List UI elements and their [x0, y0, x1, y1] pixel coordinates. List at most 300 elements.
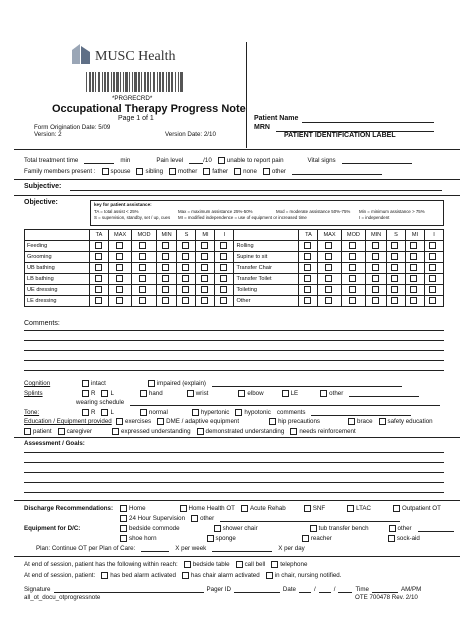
key-title: key for patient assistance:: [94, 202, 152, 207]
education-option: demonstrated understanding: [205, 428, 285, 435]
family-checkbox[interactable]: [102, 168, 109, 175]
adl-column-header: MIN: [366, 230, 387, 241]
cognition-option: impaired (explain): [156, 380, 206, 387]
adl-cell: [156, 263, 177, 274]
education-checkbox[interactable]: [116, 418, 123, 425]
family-checkbox[interactable]: [263, 168, 270, 175]
splint-option: L: [110, 390, 114, 397]
adl-cell: [90, 252, 109, 263]
comment-line[interactable]: [24, 340, 444, 341]
adl-checkbox[interactable]: [429, 286, 436, 293]
adl-row-label: Other: [234, 296, 299, 307]
adl-cell: [90, 241, 109, 252]
adl-checkbox[interactable]: [410, 297, 417, 304]
family-checkbox[interactable]: [169, 168, 176, 175]
adl-checkbox[interactable]: [372, 275, 379, 282]
adl-checkbox[interactable]: [139, 286, 146, 293]
adl-cell: [196, 296, 215, 307]
adl-checkbox[interactable]: [304, 275, 311, 282]
plan-per-week-field[interactable]: [141, 545, 169, 552]
adl-checkbox[interactable]: [304, 242, 311, 249]
discharge-checkbox[interactable]: [180, 505, 187, 512]
discharge-checkbox[interactable]: [304, 505, 311, 512]
adl-checkbox[interactable]: [182, 275, 189, 282]
adl-cell: [405, 263, 424, 274]
adl-checkbox[interactable]: [429, 275, 436, 282]
adl-checkbox[interactable]: [429, 253, 436, 260]
adl-cell: [318, 252, 341, 263]
brand-name: MUSC Health: [95, 49, 176, 64]
adl-checkbox[interactable]: [220, 275, 227, 282]
form-title: Occupational Therapy Progress Note: [52, 103, 246, 115]
adl-column-header: S: [386, 230, 405, 241]
adl-checkbox[interactable]: [162, 275, 169, 282]
vital-signs-field[interactable]: [342, 157, 412, 164]
adl-checkbox[interactable]: [391, 275, 398, 282]
discharge-checkbox[interactable]: [120, 515, 127, 522]
adl-row-label: LE dressing: [25, 296, 90, 307]
reach-checkbox[interactable]: [236, 561, 243, 568]
adl-cell: [177, 285, 196, 296]
adl-checkbox[interactable]: [201, 242, 208, 249]
education-checkbox[interactable]: [348, 418, 355, 425]
adl-cell: [299, 296, 318, 307]
discharge-option: Acute Rehab: [249, 505, 286, 512]
adl-cell: [424, 274, 443, 285]
adl-cell: [424, 296, 443, 307]
adl-cell: [318, 241, 341, 252]
per-week-label: X per week: [175, 545, 207, 552]
adl-checkbox[interactable]: [429, 264, 436, 271]
tone-checkbox[interactable]: [140, 409, 147, 416]
adl-column-header: TA: [90, 230, 109, 241]
education-checkbox[interactable]: [58, 428, 65, 435]
adl-cell: [215, 296, 234, 307]
discharge-label: Discharge Recommendations:: [24, 505, 114, 512]
adl-checkbox[interactable]: [116, 264, 123, 271]
adl-checkbox[interactable]: [182, 297, 189, 304]
family-label: Family members present :: [24, 168, 96, 175]
adl-checkbox[interactable]: [95, 297, 102, 304]
discharge-option: other: [200, 515, 215, 522]
education-checkbox[interactable]: [24, 428, 31, 435]
plan-per-day-field[interactable]: [212, 545, 272, 552]
adl-checkbox[interactable]: [95, 253, 102, 260]
adl-cell: [424, 241, 443, 252]
family-option: mother: [178, 168, 198, 175]
adl-checkbox[interactable]: [220, 264, 227, 271]
adl-checkbox[interactable]: [139, 253, 146, 260]
end-session-row-1: [24, 561, 307, 568]
pager-field[interactable]: [234, 586, 280, 593]
assessment-line[interactable]: [24, 492, 444, 493]
date-day-field[interactable]: [319, 586, 331, 593]
comment-line[interactable]: [24, 330, 444, 331]
adl-row: [25, 252, 444, 263]
tone-comments-label: comments: [276, 409, 306, 416]
family-option: father: [212, 168, 229, 175]
cognition-row: [24, 380, 402, 387]
education-checkbox[interactable]: [290, 428, 297, 435]
total-treatment-label: Total treatment time: [24, 157, 79, 164]
adl-checkbox[interactable]: [410, 242, 417, 249]
adl-cell: [215, 263, 234, 274]
signature-label: Signature: [24, 586, 51, 593]
alarm-option: has chair alarm activated: [190, 572, 260, 579]
splint-checkbox[interactable]: [82, 390, 89, 397]
adl-checkbox[interactable]: [182, 253, 189, 260]
adl-checkbox[interactable]: [325, 253, 332, 260]
adl-cell: [366, 252, 387, 263]
splint-checkbox[interactable]: [101, 390, 108, 397]
adl-column-header: S: [177, 230, 196, 241]
alarm-checkbox[interactable]: [182, 572, 189, 579]
adl-checkbox[interactable]: [391, 297, 398, 304]
education-checkbox[interactable]: [379, 418, 386, 425]
vital-signs-label: Vital signs: [307, 157, 336, 164]
adl-checkbox[interactable]: [349, 286, 356, 293]
cognition-checkbox[interactable]: [82, 380, 89, 387]
equipment-checkbox[interactable]: [302, 535, 309, 542]
adl-cell: [386, 252, 405, 263]
adl-checkbox[interactable]: [116, 286, 123, 293]
adl-checkbox[interactable]: [304, 297, 311, 304]
tone-checkbox[interactable]: [101, 409, 108, 416]
adl-cell: [196, 274, 215, 285]
adl-checkbox[interactable]: [349, 275, 356, 282]
adl-checkbox[interactable]: [162, 253, 169, 260]
alarm-checkbox[interactable]: [101, 572, 108, 579]
date-month-field[interactable]: [299, 586, 311, 593]
adl-checkbox[interactable]: [116, 242, 123, 249]
education-option: DME / adaptive equipment: [166, 418, 240, 425]
tone-checkbox[interactable]: [82, 409, 89, 416]
assessment-line[interactable]: [24, 472, 444, 473]
adl-header-blank: [234, 230, 299, 241]
musc-logo: [70, 42, 92, 71]
adl-checkbox[interactable]: [304, 253, 311, 260]
adl-checkbox[interactable]: [349, 264, 356, 271]
adl-cell: [341, 252, 366, 263]
adl-cell: [109, 241, 132, 252]
splint-option: wrist: [195, 390, 209, 397]
tone-comments-field[interactable]: [311, 409, 411, 416]
education-checkbox[interactable]: [112, 428, 119, 435]
family-checkbox[interactable]: [136, 168, 143, 175]
splint-checkbox[interactable]: [282, 390, 289, 397]
assessment-line[interactable]: [24, 462, 444, 463]
education-option: hip precautions: [278, 418, 321, 425]
adl-checkbox[interactable]: [116, 253, 123, 260]
adl-cell: [196, 285, 215, 296]
tone-option: normal: [148, 409, 168, 416]
adl-checkbox[interactable]: [220, 253, 227, 260]
assessment-line[interactable]: [24, 452, 444, 453]
key-s: S = supervision, standby, set / up, cues: [94, 215, 171, 220]
time-field[interactable]: [372, 586, 398, 593]
key-i: I = independent: [359, 215, 390, 220]
discharge-checkbox[interactable]: [347, 505, 354, 512]
adl-cell: [386, 296, 405, 307]
adl-checkbox[interactable]: [325, 297, 332, 304]
splint-checkbox[interactable]: [187, 390, 194, 397]
adl-row-label: UE dressing: [25, 285, 90, 296]
equipment-other-field[interactable]: [418, 525, 454, 532]
discharge-checkbox[interactable]: [191, 515, 198, 522]
adl-cell: [90, 274, 109, 285]
adl-checkbox[interactable]: [116, 297, 123, 304]
adl-checkbox[interactable]: [429, 297, 436, 304]
adl-checkbox[interactable]: [325, 242, 332, 249]
adl-checkbox[interactable]: [325, 264, 332, 271]
family-option: none: [243, 168, 257, 175]
adl-cell: [386, 263, 405, 274]
cognition-checkbox[interactable]: [148, 380, 155, 387]
adl-checkbox[interactable]: [162, 242, 169, 249]
assistance-key: [90, 200, 444, 226]
adl-checkbox[interactable]: [410, 264, 417, 271]
adl-checkbox[interactable]: [325, 275, 332, 282]
time-label: Time: [355, 586, 369, 593]
key-min: Min = minimum assistance > 75%: [359, 209, 425, 214]
education-option: caregiver: [66, 428, 93, 435]
discharge-checkbox[interactable]: [120, 505, 127, 512]
end-session-patient-label: At end of session, patient:: [24, 572, 96, 579]
comment-line[interactable]: [24, 360, 444, 361]
adl-cell: [196, 252, 215, 263]
adl-checkbox[interactable]: [201, 253, 208, 260]
alarm-checkbox[interactable]: [266, 572, 273, 579]
adl-checkbox[interactable]: [162, 297, 169, 304]
adl-checkbox[interactable]: [429, 242, 436, 249]
education-checkbox[interactable]: [157, 418, 164, 425]
adl-cell: [341, 285, 366, 296]
adl-checkbox[interactable]: [182, 286, 189, 293]
adl-checkbox[interactable]: [201, 275, 208, 282]
adl-checkbox[interactable]: [139, 297, 146, 304]
adl-checkbox[interactable]: [349, 242, 356, 249]
adl-checkbox[interactable]: [372, 253, 379, 260]
adl-cell: [405, 274, 424, 285]
adl-cell: [109, 296, 132, 307]
adl-checkbox[interactable]: [95, 242, 102, 249]
adl-checkbox[interactable]: [372, 264, 379, 271]
signature-field[interactable]: [54, 586, 204, 593]
adl-cell: [132, 263, 157, 274]
adl-cell: [177, 241, 196, 252]
patient-name-field[interactable]: [302, 122, 434, 123]
adl-cell: [196, 263, 215, 274]
pain-level-field[interactable]: [189, 157, 203, 164]
adl-checkbox[interactable]: [349, 297, 356, 304]
adl-checkbox[interactable]: [182, 264, 189, 271]
adl-cell: [424, 263, 443, 274]
subjective-field[interactable]: [70, 190, 442, 191]
unable-pain-checkbox[interactable]: [218, 157, 225, 164]
equipment-checkbox[interactable]: [207, 535, 214, 542]
adl-row-label: Transfer Chair: [234, 263, 299, 274]
reach-option: call bell: [244, 561, 266, 568]
discharge-checkbox[interactable]: [393, 505, 400, 512]
form-number: OTE 700478 Rev. 2/10: [355, 594, 418, 601]
adl-checkbox[interactable]: [139, 264, 146, 271]
family-checkbox[interactable]: [203, 168, 210, 175]
adl-cell: [90, 296, 109, 307]
tone-checkbox[interactable]: [192, 409, 199, 416]
tone-option: hypertonic: [200, 409, 230, 416]
adl-checkbox[interactable]: [391, 242, 398, 249]
adl-row-label: Feeding: [25, 241, 90, 252]
education-option: expressed understanding: [121, 428, 191, 435]
reach-option: bedside table: [192, 561, 230, 568]
equipment-checkbox[interactable]: [120, 535, 127, 542]
adl-checkbox[interactable]: [139, 242, 146, 249]
assessment-line[interactable]: [24, 482, 444, 483]
adl-cell: [366, 274, 387, 285]
adl-checkbox[interactable]: [95, 275, 102, 282]
adl-cell: [156, 241, 177, 252]
education-row-2: [24, 428, 356, 435]
equipment-checkbox[interactable]: [214, 525, 221, 532]
equipment-option: shoe horn: [129, 535, 157, 542]
splint-option: hand: [148, 390, 163, 397]
date-slash: /: [314, 586, 316, 593]
adl-cell: [299, 241, 318, 252]
adl-column-header: TA: [299, 230, 318, 241]
adl-checkbox[interactable]: [95, 264, 102, 271]
adl-checkbox[interactable]: [372, 297, 379, 304]
reach-checkbox[interactable]: [184, 561, 191, 568]
education-row-1: [24, 418, 433, 425]
adl-cell: [90, 285, 109, 296]
discharge-other-field[interactable]: [220, 515, 400, 522]
patient-id-label: PATIENT IDENTIFICATION LABEL: [284, 132, 396, 139]
adl-cell: [318, 296, 341, 307]
splint-checkbox[interactable]: [320, 390, 327, 397]
adl-header-row: [25, 230, 444, 241]
adl-row-label: UB bathing: [25, 263, 90, 274]
adl-checkbox[interactable]: [391, 286, 398, 293]
origination-date: Form Origination Date: 5/09: [34, 124, 111, 131]
education-option: exercises: [125, 418, 152, 425]
equipment-option: bedside commode: [129, 525, 180, 532]
adl-cell: [424, 285, 443, 296]
comment-line[interactable]: [24, 350, 444, 351]
unable-pain-label: unable to report pain: [226, 157, 284, 164]
splints-label: Splints: [24, 390, 43, 397]
tone-option: L: [110, 409, 114, 416]
adl-checkbox[interactable]: [304, 286, 311, 293]
adl-checkbox[interactable]: [201, 297, 208, 304]
family-other-field[interactable]: [292, 168, 382, 175]
equipment-row-1: [24, 525, 454, 532]
adl-checkbox[interactable]: [304, 264, 311, 271]
equipment-checkbox[interactable]: [310, 525, 317, 532]
adl-row-label: LB bathing: [25, 274, 90, 285]
equipment-option: shower chair: [222, 525, 258, 532]
adl-cell: [366, 296, 387, 307]
adl-column-header: MI: [196, 230, 215, 241]
adl-checkbox[interactable]: [220, 242, 227, 249]
education-checkbox[interactable]: [269, 418, 276, 425]
adl-checkbox[interactable]: [349, 253, 356, 260]
adl-row-label: Grooming: [25, 252, 90, 263]
adl-checkbox[interactable]: [372, 242, 379, 249]
family-checkbox[interactable]: [234, 168, 241, 175]
musc-logo-mark-icon: [70, 42, 92, 66]
adl-cell: [341, 274, 366, 285]
date-year-field[interactable]: [338, 586, 352, 593]
adl-cell: [156, 296, 177, 307]
adl-checkbox[interactable]: [410, 253, 417, 260]
splint-other-field[interactable]: [349, 390, 419, 397]
adl-checkbox[interactable]: [220, 286, 227, 293]
plan-row: [36, 545, 305, 552]
adl-cell: [196, 241, 215, 252]
cognition-explain-field[interactable]: [212, 380, 402, 387]
adl-checkbox[interactable]: [325, 286, 332, 293]
adl-checkbox[interactable]: [410, 286, 417, 293]
adl-checkbox[interactable]: [95, 286, 102, 293]
adl-checkbox[interactable]: [201, 264, 208, 271]
adl-checkbox[interactable]: [391, 264, 398, 271]
treatment-row: [24, 157, 412, 164]
adl-column-header: MIN: [156, 230, 177, 241]
splint-checkbox[interactable]: [140, 390, 147, 397]
date-slash: /: [333, 586, 336, 593]
adl-checkbox[interactable]: [410, 275, 417, 282]
tone-checkbox[interactable]: [235, 409, 242, 416]
adl-checkbox[interactable]: [116, 275, 123, 282]
equipment-checkbox[interactable]: [388, 535, 395, 542]
adl-checkbox[interactable]: [372, 286, 379, 293]
adl-header-blank: [25, 230, 90, 241]
equipment-label: Equipment for D/C:: [24, 525, 81, 532]
adl-checkbox[interactable]: [391, 253, 398, 260]
adl-checkbox[interactable]: [201, 286, 208, 293]
reach-checkbox[interactable]: [271, 561, 278, 568]
cognition-option: intact: [91, 380, 106, 387]
education-option: safety education: [387, 418, 433, 425]
key-mi: MI = modified independence = use of equipment or increased time: [178, 215, 307, 220]
discharge-option: SNF: [312, 505, 326, 512]
wearing-row: [76, 399, 440, 406]
education-checkbox[interactable]: [197, 428, 204, 435]
treatment-time-field[interactable]: [84, 157, 114, 164]
adl-cell: [386, 285, 405, 296]
equipment-checkbox[interactable]: [120, 525, 127, 532]
education-option: needs reinforcement: [299, 428, 356, 435]
adl-cell: [156, 274, 177, 285]
splint-checkbox[interactable]: [238, 390, 245, 397]
splint-option: LE: [290, 390, 299, 397]
adl-cell: [177, 296, 196, 307]
adl-checkbox[interactable]: [162, 264, 169, 271]
adl-checkbox[interactable]: [162, 286, 169, 293]
adl-checkbox[interactable]: [182, 242, 189, 249]
wearing-schedule-field[interactable]: [130, 399, 440, 406]
adl-checkbox[interactable]: [220, 297, 227, 304]
discharge-row-2: [120, 515, 400, 522]
discharge-checkbox[interactable]: [241, 505, 248, 512]
subjective-label: Subjective:: [24, 183, 62, 190]
equipment-checkbox[interactable]: [389, 525, 396, 532]
adl-cell: [299, 274, 318, 285]
adl-column-header: MOD: [132, 230, 157, 241]
adl-cell: [132, 241, 157, 252]
comment-line[interactable]: [24, 370, 444, 371]
adl-checkbox[interactable]: [139, 275, 146, 282]
